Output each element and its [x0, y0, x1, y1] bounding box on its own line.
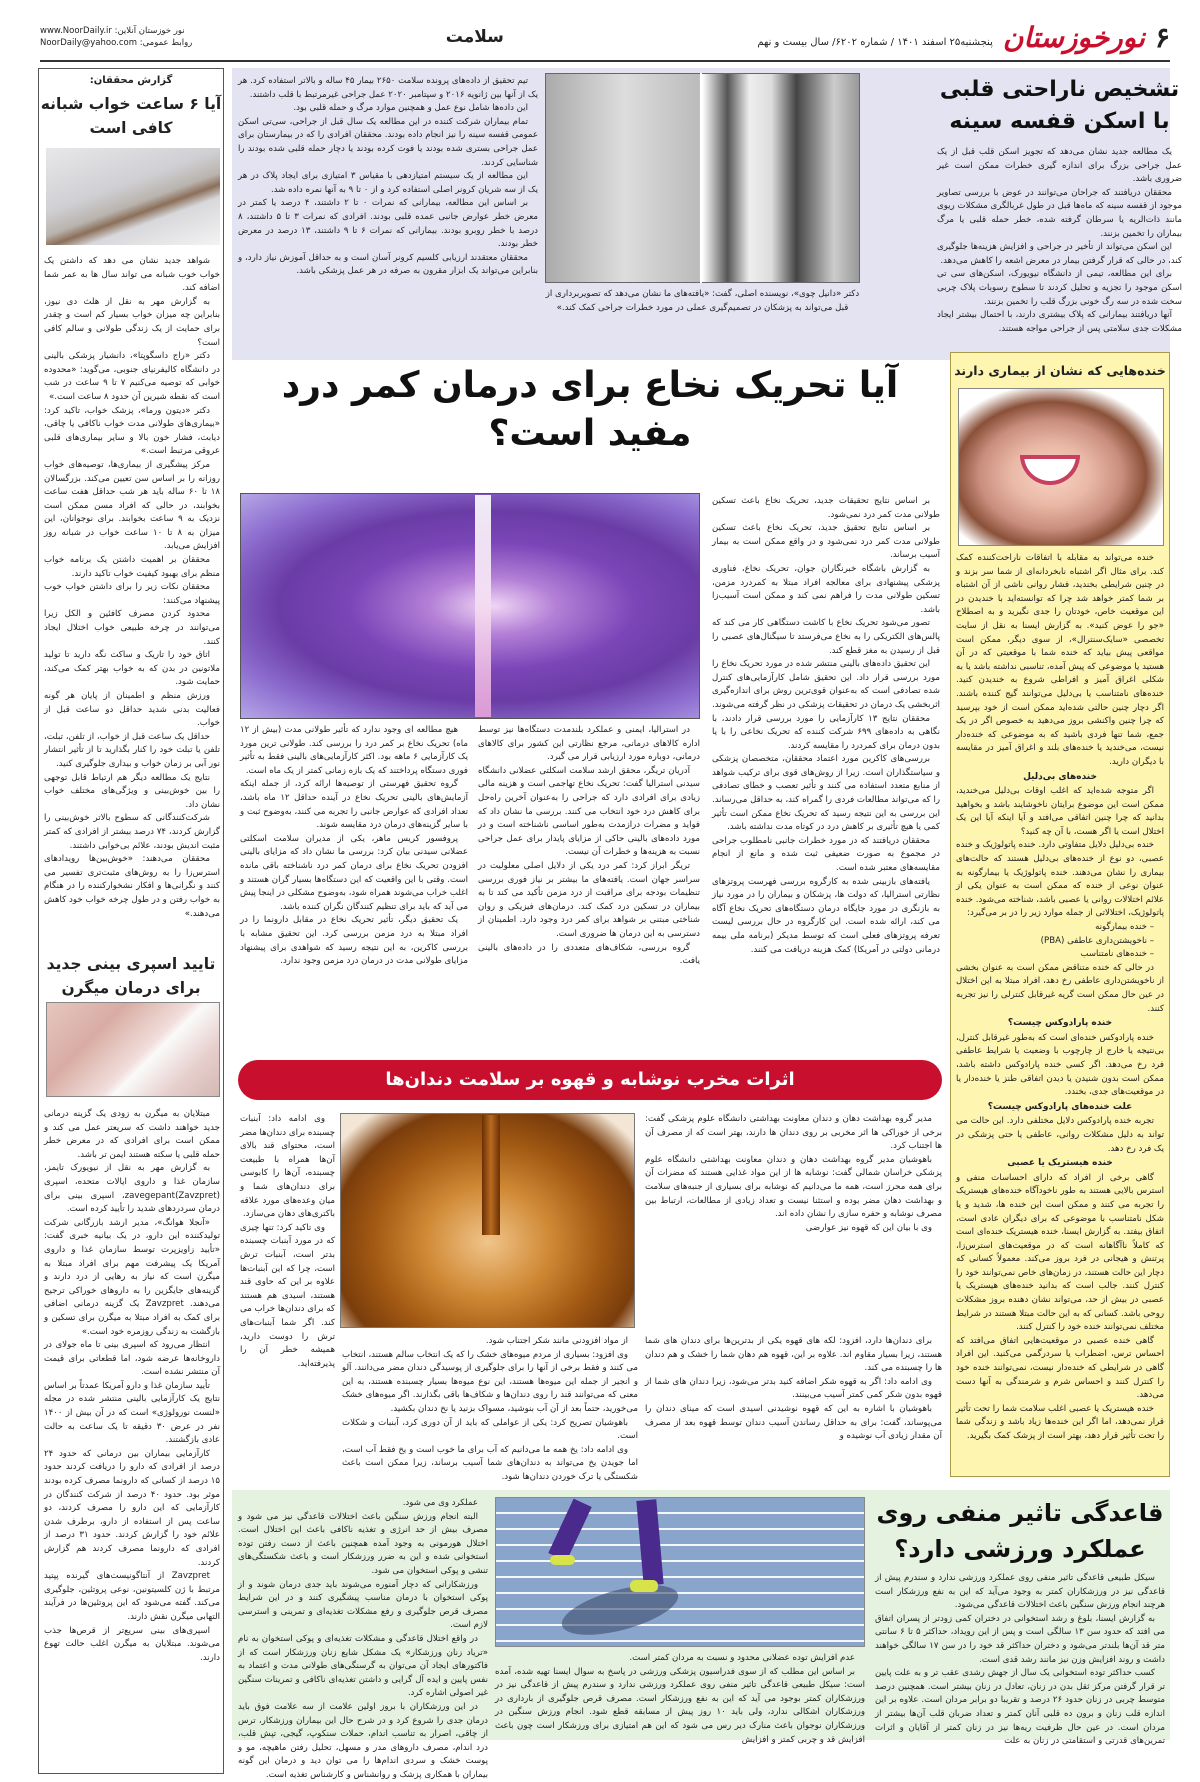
paragraph: خنده پارادوکس خنده‌ای است که به‌طور غیرقابل کنترل، بی‌نتیجه یا خارج از چارچوب با وضعیت یا شرایط عاطفی فرد رخ می‌دهد. اگر کسی خنده پارادوکس داشته باشد، ممکن است بدون شنیدن یا دیدن اتفاقی طنز یا خنده‌دار یا در موقعیت‌های جدی، بخندد. [956, 1032, 1164, 1098]
sports-article-body-left [238, 1497, 488, 1780]
paragraph: نتایج یک مطالعه دیگر هم ارتباط قابل توجهی را بین خوش‌بینی و ویژگی‌های مختلف خواب نشان داد. [44, 772, 220, 810]
chest-xray-image [545, 73, 860, 283]
sleep-article-headline: آیا ۶ ساعت خواب شبانه کافی است [40, 95, 222, 137]
paragraph: کسب حداکثر توده استخوانی یک سال از جهش رشدی عقب تر و به علت پایین تر قرار گرفتن مرکز ثقل بدن در زنان، تعادل در زنان بیشتر است. همچنین درصد متوسط چربی در زنان حدود ۲۶ درصد و تقریبا دو برابر مردان است. علاوه بر این اندازه قلب زنان و برون ده قلبی آنان کمتر و تعداد ضربان قلب آن‌ها بیشتر از مردان است. در عین حال ظرفیت ریه‌ها نیز در زنان کمتر از آقایان و اثرات تمرین‌های قدرتی و استقامتی در زنان به علت [875, 1668, 1165, 1747]
paragraph: تمام بیماران شرکت کننده در این مطالعه یک سال قبل از جراحی، سی‌تی اسکن عمومی قفسه سینه را نیز انجام داده بودند. محققان افرادی را که در بیمارستان برای عمل جراحی بستری شده بودند یا فوت کرده بودند یا دچار حمله قلبی شده بودند را شناسایی کردند. [238, 116, 538, 168]
heart-article-headline: تشخیص ناراحتی قلبی با اسکن قفسه سینه [939, 77, 1180, 134]
paragraph: در این ورزشکاران با بروز اولین علامت از سه علامت فوق باید درمان جدی را شروع کرد و در شرح حال این بیماران ورزشکار، ترس از چاقی، اصرار به تناسب اندام، حملات سنکوپ، گیجی، تپش قلب، درد اندام، مصرف داروهای مدر و مسهل، تحلیل رفتن ماهیچه، مو و پوست خشک و سردی اندام‌ها را می توان دید و درمان این گونه بیماران با همکاری پزشک و روانشناس و کارشناس تغذیه است. [238, 1701, 488, 1780]
spine-article-body-right-top [712, 495, 940, 1047]
teeth-article-body-bottom-right [645, 1335, 942, 1475]
subheading: علت خنده‌های پارادوکس چیست؟ [987, 1101, 1133, 1112]
paragraph: گروه بررسی، شکاف‌های متعددی را در داده‌های بالینی یافت. [478, 942, 700, 967]
paragraph: این تحقیق داده‌های بالینی منتشر شده در مورد تحریک نخاع را مورد بررسی قرار داد. این تحقیق شامل کارآزمایی‌های کنترل شده تصادفی است که به‌عنوان قوی‌ترین روش برای اندازه‌گیری اثربخشی یک درمان در تحقیقات پزشکی در نظر گرفته می‌شوند. [712, 659, 940, 710]
paragraph: این مطالعه از یک سیستم امتیازدهی با مقیاس ۳ امتیازی برای ایجاد پلاک در هر یک از سه شریان کرونر اصلی استفاده کرد و از ۰ تا ۹ به آنها نمره داده شد. [238, 171, 538, 195]
paragraph: گروه تحقیق فهرستی از توصیه‌ها ارائه کرد، از جمله اینکه آزمایش‌های بالینی تحریک نخاع در آینده حداقل ۱۲ ماه باشد، تعداد افرادی که عوارض جانبی را تجربه می کنند، به‌وضوح ثبت و با سایر گزینه‌های درمان درد مقایسه شوند. [240, 779, 468, 831]
image-divider [700, 73, 702, 283]
spine-article-body-right-bottom [478, 724, 700, 1047]
paragraph: یک مطالعه جدید نشان می‌دهد که تجویز اسکن قلب قبل از یک عمل جراحی بزرگ برای اندازه گیری خطرات ممکن است غیر ضروری باشد. [937, 147, 1182, 185]
paragraph: بر اساس این مطلب که از سوی فدراسیون پزشکی ورزشی در پاسخ به سوال ایسنا تهیه شده، آمده است: سیکل طبیعی قاعدگی تاثیر منفی روی عملکرد ورزشی ندارد و سندرم پیش از قاعدگی نیز در ورزشکاران کمتر بوجود می آید که این به نفع ورزشکار است. مصرف قرص جلوگیری از بارداری در ورزشکاران اشکالی ندارد، ولی باید ۱۰ روز پیش از مسابقه قطع شود. انجام ورزش سنگین در ورزشکاران نوجوان باعث منارک دیر رس می شود که این هم امتیازی برای ورزشکار است چون باعث افزایش قد و چربی کمتر و افزایش [495, 1666, 865, 1745]
paragraph: برای این مطالعه، تیمی از دانشگاه نیویورک، اسکن‌های سی تی اسکن موجود را تجزیه و تحلیل کردند تا سطوح رسوبات پلاک چربی سخت شده در سه رگ خونی بزرگ قلب را تخمین بزنند. [937, 269, 1182, 307]
newspaper-logo: نورخوزستان [1002, 20, 1145, 54]
paragraph: اگر متوجه شده‌اید که اغلب اوقات بی‌دلیل می‌خندید، ممکن است این موضوع برایتان ناخوشایند باشد و بخواهید بدانید که چرا چنین اتفاقی می‌افتد و آیا اینکه آیا این یک اختلال است یا اگر هست، با آن چه کنید؟ [956, 786, 1164, 837]
paragraph: آنها دریافتند بیمارانی که پلاک بیشتری دارند، با احتمال بیشتر ایجاد مشکلات جدی سلامتی پس از جراحی مواجه هستند. [937, 310, 1182, 334]
masthead [40, 14, 1170, 62]
sports-article-body-right [875, 1572, 1165, 1747]
paragraph: باهوشیان مدیر گروه بهداشت دهان و دندان معاونت بهداشتی دانشگاه علوم پزشکی خراسان شمالی گفت: نوشابه ها از این مواد غذایی هستند که مضرات آن برای همه محرز است، همه ما می‌دانیم که نوشابه برای بسیاری از جنبه‌های سلامت و بهداشت دهان مضر بوده و استثنا نیست و تعداد زیادی از مطالعات، ارتباط بین مصرف نوشابه و حفره سازی را نشان داده اند. [645, 1154, 942, 1220]
spine-article-headline: آیا تحریک نخاع برای درمان کمر درد مفید است؟ [281, 365, 899, 454]
spine-xray-illustration [240, 493, 700, 719]
paragraph: خنده می‌تواند به مقابله با اتفاقات ناراحت‌کننده کمک کند. برای مثال اگر اشتباه نابخردانه‌ای از شما سر بزند و در چنین شرایطی بخندید، فشار روانی ناشی از آن اشتباه بر شما کمتر خواهد شد چرا که توانسته‌اید با خندیدن در این موقعیت خاص، خودتان را جدی نگیرید و به اصطلاح «جو را عوض کنید». به گزارش ایسنا به نقل از سایت تخصصی «سایک‌سنترال»، از سوی دیگر، ممکن است مواقعی پیش بیاید که خنده شما با موقعیتی که در آن هستید یا موضوعی که پیش آمده، تناسبی نداشته باشد یا به شکلی اغراق آمیز و افراطی شروع به خندیدن کنید. خنده‌های نامتناسب یا بی‌دلیل می‌توانند گیج کننده باشند. اگر دچار چنین حالتی شده‌اید ممکن است از خود بپرسید که چرا چنین واکنشی بروز می‌دهید به خصوص اگر در یک جمع، شما تنها فردی باشید که به موضوعی که خنده‌دار نیست، می‌خندید یا خنده‌های بلند و اغراق آمیز در مقایسه با دیگران دارید. [956, 553, 1164, 767]
paragraph: گاهی خنده عصبی در موقعیت‌هایی اتفاق می‌افتد که احساس ترس، اضطراب یا سردرگمی می‌کنید. این افراد گاهی در شرایطی که خنده‌دار نیست، نمی‌توانند خنده خود را کنترل کنند و احساس شرم و شرمندگی به آنها دست می‌دهد. [956, 1335, 1164, 1401]
paragraph: وی با بیان این که قهوه نیز عوارضی [805, 1222, 932, 1233]
sports-article-body-center [495, 1652, 865, 1745]
paragraph: بر اساس این مطالعه، بیمارانی که نمرات ۰ تا ۲ داشتند، ۴ درصد یا کمتر در معرض خطر عوارض جانبی عمده قلبی بودند. افرادی که نمرات ۳ تا ۵ داشتند، ۸ درصد با خطر روبرو بودند. بیمارانی که نمرات ۶ تا ۹ داشتند، ۱۳ درصد در معرض خطر بودند. [238, 198, 538, 250]
teeth-article-body-left [240, 1113, 335, 1473]
paragraph: محققان بر اهمیت داشتن یک برنامه خواب منظم برای بهبود کیفیت خواب تاکید دارند. [44, 555, 220, 579]
paragraph: از مواد افزودنی مانند شکر اجتناب شود. [485, 1336, 628, 1346]
paragraph: در واقع اختلال قاعدگی و مشکلات تغذیه‌ای و پوکی استخوان به نام «تریاد زنان ورزشکار» یک مشکل شایع زنان ورزشکار است که از فاکتورهای ایجاد آن می‌توان به گرسنگی‌های طولانی مدت و اعتماد به نفس پایین و ایده آل گرایی و داشتن تغذیه‌ای ناکافی و تمرینات سنگین غیر اصولی اشاره کرد. [238, 1633, 488, 1699]
paragraph: این داده‌ها شامل نوع عمل و همچنین موارد مرگ و حمله قلبی بود. [293, 103, 528, 114]
paragraph: انتظار می‌رود که اسپری بینی تا ماه جولای در داروخانه‌ها عرضه شود، اما قطعاتی برای قیمت آن منتشر نشده است. [44, 1340, 220, 1378]
paragraph: یک تحقیق دیگر، تأثیر تحریک نخاع در مقابل دارونما را در افراد مبتلا به درد مزمن بررسی کرد. این تحقیق مشابه با بررسی کاکرین، به این نتیجه رسید که شواهدی برای پیشنهاد مزایای طولانی مدت در درمان درد مزمن وجود ندارد. [240, 915, 468, 967]
paragraph: این اسکن می‌تواند از تأخیر در جراحی و افزایش هزینه‌ها جلوگیری کند، در حالی که قرار گرفتن بیمار در معرض اشعه را کاهش می‌دهد. [937, 242, 1182, 266]
paragraph: تیم تحقیق از داده‌های پرونده سلامت ۲۶۵۰ بیمار ۴۵ ساله و بالاتر استفاده کرد. هر یک از آنها بین ژانویه ۲۰۱۶ و سپتامبر ۲۰۲۰ عمل جراحی غیرمرتبط با قلب داشتند. [238, 76, 538, 100]
laughter-sidebar-body [956, 552, 1164, 1470]
teeth-article-banner: اثرات مخرب نوشابه و قهوه بر سلامت دندان‌ها [238, 1060, 942, 1100]
paragraph: در استرالیا، ایمنی و عملکرد بلندمدت دستگاه‌ها نیز توسط اداره کالاهای درمانی، مرجع نظارتی این کشور برای کالاهای درمانی، دوباره مورد ارزیابی قرار می گیرد. [478, 725, 700, 763]
paragraph: هیچ مطالعه ای وجود ندارد که تأثیر طولانی مدت (بیش از ۱۲ ماه) تحریک نخاع بر کمر درد را بررسی کند. طولانی ترین مورد یک کارآزمایی ۶ ماهه بود. اکثر کارآزمایی‌های بالینی فقط به تأثیر فوری دستگاه پرداختند که یک بازه زمانی کمتر از یک ماه است. [240, 725, 468, 776]
paragraph: ورزشکارانی که دچار آمنوره می‌شوند باید جدی درمان شوند و از پوکی استخوان با درمان مناسب پیشگیری کنند و در این شرایط مصرف قرص جلوگیری و رفع مشکلات تغذیه‌ای و تمرینی و استرسی لازم است. [238, 1579, 488, 1631]
paragraph: به گزارش باشگاه خبرنگاران جوان، تحریک نخاع، فناوری پزشکی پیشنهادی برای معالجه افراد مبتلا به کمردرد مزمن، تسکین طولانی مدت را فراهم نمی کند و ممکن است آسیب‌زا باشد. [712, 563, 940, 615]
paragraph: محققان نکات زیر را برای داشتن خواب خوب پیشنهاد می‌کنند: [44, 582, 220, 606]
paragraph: محققان دریافتند که در مورد خطرات جانبی نامطلوب جراحی در مجموع به صورت ضعیفی ثبت شده و مانع از انجام مقایسه‌های معتبر شده است. [712, 835, 940, 874]
paragraph: به گزارش ایسنا، بلوغ و رشد استخوانی در دختران کمی زودتر از پسران اتفاق می افتد که حدود سن ۱۳ سالگی است و پس از این رویداد، حداکثر ۵ تا ۶ سانتی متر قد آن‌ها بلندتر می‌شود و دختران حداکثر قد خود را در سن ۱۷ سالگی خواهند داشت و روند افزایش وزن نیز مانند رشد قدی است. [875, 1613, 1165, 1665]
paragraph: محققان معتقدند ارزیابی کلسیم کرونر آسان است و به حداقل آموزش نیاز دارد، و بنابراین می‌تواند یک ابزار مقرون به صرفه در هر عمل پزشکی باشد. [238, 252, 538, 277]
paragraph: به گزارش مهر به نقل از هلث دی نیوز، بنابراین چه میزان خواب بسیار کم است و چقدر برای حمایت از یک زندگی طولانی و سالم کافی است؟ [44, 296, 220, 348]
paragraph: سیکل طبیعی قاعدگی تاثیر منفی روی عملکرد ورزشی ندارد و سندرم پیش از قاعدگی نیز در ورزشکاران کمتر به وجود می‌آید که این به نفع ورزشکار است هرچند انجام ورزش سنگین باعث اختلالات قاعدگی می‌شود. [875, 1573, 1165, 1611]
paragraph: – ناخویشتن‌داری عاطفی (PBA) [1040, 935, 1154, 946]
paragraph: اتاق خود را تاریک و ساکت نگه دارید تا تولید ملاتونین در بدن که به خواب بهتر کمک می‌کند، حمایت شود. [44, 650, 220, 688]
paragraph: بر اساس نتایج تحقیق جدید، تحریک نخاع باعث تسکین طولانی مدت کمر درد نمی‌شود و در واقع ممکن است به بیمار آسیب برساند. [712, 523, 940, 561]
paragraph: محدود کردن مصرف کافئین و الکل زیرا می‌توانند در چرخه طبیعی خواب اختلال ایجاد کنند. [44, 609, 220, 647]
nasal-spray-image [46, 1002, 220, 1097]
paragraph: تصور می‌شود تحریک نخاع با کاشت دستگاهی کار می کند که پالس‌های الکتریکی را به نخاع می‌فرستد تا سیگنال‌های عصبی را قبل از رسیدن به مغز قطع کند. [712, 618, 940, 656]
paragraph: عدم افزایش توده عضلانی محدود و نسبت به مردان کمتر است. [629, 1653, 855, 1663]
paragraph: بر اساس نتایج تحقیقات جدید، تحریک نخاع باعث تسکین طولانی مدت کمر درد نمی‌شود. [712, 496, 940, 520]
paragraph: Zavzpret از آنتاگونیست‌های گیرنده پپتید مرتبط با ژن کلسیتونین، نوعی پروتئین، جلوگیری می‌کند. گفته می‌شود که این پروتئین‌ها در فرآیند التهابی میگرن نقش دارند. [44, 1571, 220, 1622]
teeth-article-body-bottom-center [342, 1335, 638, 1482]
paragraph: محققان نتایج ۱۳ کارآزمایی را مورد بررسی قرار دادند، با نگاهی به داده‌های ۶۹۹ شرکت کننده که تحریک نخاعی را با یا بدون درمان برای کمردرد را مقایسه کردند. [712, 713, 940, 751]
runner-legs-image [495, 1497, 865, 1647]
contact-email[interactable]: روابط عمومی: NoorDaily@yahoo.com [40, 38, 193, 48]
paragraph: وی ادامه داد: اگر به قهوه شکر اضافه کنید بدتر می‌شود، زیرا دندان های شما از قهوه بدون شکر کمی کمتر آسیب می‌بینند. [645, 1376, 942, 1401]
paragraph: بررسی‌های کاکرین مورد اعتماد محققان، متخصصان پزشکی و سیاستگذاران است. زیرا از روش‌های قوی برای ترکیب شواهد از منابع متعدد استفاده می کنند و تأثیر تعصب و خطای تصادفی را که می‌تواند مطالعات فردی را گمراه کند، به حداقل می‌رساند. این بررسی به این نتیجه رسید که تحریک نخاع ممکن است تأثیر کمی یا هیچ تأثیری بر کاهش درد در کوتاه مدت نداشته باشد. [712, 754, 940, 833]
paragraph: کارآزمایی بیماران بین درمانی که حدود ۲۴ درصد از افرادی که دارو را دریافت کردند حدود ۱۵ درصد از کسانی که دارونما مصرف کرده بودند موثر بود. حدود ۴۰ درصد از شرکت کنندگان در کارآزمایی که این دارو را مصرف کردند، دو ساعت پس از استفاده از دارو، برطرف شدن علائم خود را گزارش کردند. حدود ۳۱ درصد از افرادی که دارونما مصرف کردند هم گزارش کردند. [44, 1448, 220, 1568]
paragraph: وی ادامه داد: آبنبات چسبنده برای دندان‌ها مضر است، محتوای قند بالای آن‌ها همراه با طبیعت چسبنده، آن‌ها را کابوسی برای دندان‌های شما و میان وعده‌های مورد علاقه باکتری‌های دهان می‌سازد. [240, 1114, 335, 1220]
caption-text: دکتر «دانیل چوی»، نویسنده اصلی، گفت: «یافته‌های ما نشان می‌دهد که تصویربرداری از قبل می‌تواند به پزشکان در تصمیم‌گیری عملی در مورد خطرات جراحی کمک کند.» [545, 289, 860, 313]
paragraph: «آنجلا هوانگ»، مدیر ارشد بازرگانی شرکت تولیدکننده این دارو، در یک بیانیه خبری گفت: «تأیید زاویزپرت توسط سازمان غذا و داروی آمریکا یک پیشرفت مهم برای افراد مبتلا به میگرن است که نیاز به رهایی از درد دارند و گزینه‌های جایگزین را به داروهای خوراکی ترجیح می‌دهند. Zavzpret یک گزینه درمانی اضافی برای کمک به افراد مبتلا به میگرن برای تسکین و بازگشت به زندگی روزمره خود است.» [44, 1217, 220, 1337]
runner-shoe-graphic [630, 1580, 658, 1592]
paragraph: عملکرد وی می شود. [402, 1498, 478, 1508]
laughter-sidebar-headline: خنده‌هایی که نشان از بیماری دارند [954, 363, 1166, 378]
paragraph: تأیید سازمان غذا و دارو آمریکا عمدتاً بر اساس نتایج یک کارآزمایی بالینی منتشر شده در مجله «لنست نورولوژی» است که در آن بیش از ۱۴۰۰ نفر در عرض ۳۰ دقیقه تا یک ساعت به حالت عادی بازگشتند. [44, 1380, 221, 1446]
paragraph: شرکت‌کنندگانی که سطوح بالاتر خوش‌بینی را گزارش کردند، ۷۴ درصد بیشتر از افرادی که کمتر مثبت اندیش بودند، علائم بی‌خوابی داشتند. [44, 813, 220, 851]
sports-article-headline: قاعدگی تاثیر منفی روی عملکرد ورزشی دارد؟ [876, 1499, 1164, 1563]
paragraph: پروفسور کریس ماهر، یکی از مدیران سلامت اسکلتی عضلانی سیدنی بیان کرد: بررسی ما نشان داد که مزایای بالینی افزودن تحریک نخاع برای درمان کمر درد ناشناخته باقی مانده است. وقتی با این واقعیت که این دستگاه‌ها بسیار گران هستند و اغلب خراب می‌شوند همراه شود، به‌وضوح مشکلی در اینجا پیش می آید که باید برای تنظیم کنندگان نگران کننده باشد. [240, 833, 468, 912]
paragraph: در حالی که خنده متناقض ممکن است به عنوان بخشی از ناخویشتن‌داری عاطفی رخ دهد، افراد مبتلا به این اختلال در عین حال ممکن است گریه غیرقابل کنترلی را نیز تجربه کنند. [956, 962, 1164, 1014]
paragraph: محققان می‌دهند: «خوش‌بین‌ها رویدادهای استرس‌زا را به روش‌های مثبت‌تری تفسیر می کنند و نگرانی‌ها و افکار نشخوارکننده را در هنگام به خواب رفتن و در طول چرخه خواب خود کاهش می‌دهند.» [44, 854, 220, 919]
paragraph: ورزش منظم و اطمینان از پایان هر گونه فعالیت بدنی شدید حداقل دو ساعت قبل از خواب. [44, 691, 220, 729]
paragraph: باهوشیان تصریح کرد: یکی از عواملی که باید از آن دوری کرد، آبنبات و شکلات است. [342, 1417, 638, 1442]
paragraph: – خنده‌های نامتناسب [1080, 949, 1154, 960]
paragraph: وی افزود: بسیاری از مردم میوه‌های خشک را که یک انتخاب سالم هستند، انتخاب می کنند و فقط برخی از آنها را برای جلوگیری از پوسیدگی دندان مضر می‌دانند. آلو و انجیر از جمله این میوه‌ها هستند، این نوع میوه‌ها بسیار چسبنده هستند، به این معنی که می‌توانند قند را روی دندان‌ها و شکاف‌ها باقی بگذارند. اگر میوه‌های خشک می‌خورید، حتماً بعد از آن آب بنوشید، مسواک بزنید یا نخ دندان بکشید. [342, 1349, 638, 1414]
spine-article-body-left [240, 724, 468, 1047]
paragraph: گاهی برخی از افراد که دارای احساسات منفی و استرس بالایی هستند به طور ناخودآگاه خنده‌های هیستریک را تجربه می کنند و ممکن است این خنده ها، شدید و یا شکل نامتناسب با موضوعی که برای دیگران عادی است، اتفاق بیفتد. به گزارش ایسنا، خنده هیستریک خنده‌ای است که کاملاً ناآگاهانه است که در موقعیت‌های استرس‌زا، پرتنش و هیجانی در فرد بروز می‌کند. معمولاً کسانی که دچار این حالت هستند، در زمان‌های خاص نمی‌توانند خود را کنترل کنند. جالب است که بدانید خنده‌های هیستریک یا عصبی در بیش از حد، می‌تواند نشان دهنده بروز مشکلات روحی باشد. کسانی که به این حالت مبتلا هستند در شرایط مختلف نمی‌توانند خنده خود را کنترل کنند. [956, 1172, 1164, 1333]
paragraph: وی ادامه داد: یخ همه ما می‌دانیم که آب برای ما خوب است و یخ فقط آب است، اما جویدن یخ می‌تواند به دندان‌های شما آسیب برساند، زیرا ممکن است باعث شکستگی یا ترک خوردن دندان‌ها شود. [342, 1444, 638, 1482]
paragraph: برای دندان‌ها دارد، افزود: لکه های قهوه یکی از بدترین‌ها برای دندان های شما هستند، زیرا بسیار مقاوم اند. علاوه بر این، قهوه هم دهان شما را خشک و هم دندان ها را چسبنده می کند. [645, 1336, 942, 1374]
spine-column-graphic [475, 495, 491, 717]
subheading: خنده هیستریک یا عصبی [1007, 1158, 1113, 1169]
sleep-article-body [44, 255, 220, 945]
sleeping-man-image [46, 148, 220, 245]
paragraph: شواهد جدید نشان می دهد که داشتن یک خواب خوب شبانه می تواند سال ها به عمر شما اضافه کند. [44, 256, 220, 294]
paragraph: حداقل یک ساعت قبل از خواب، از تلفن، تبلت، تلفن یا تبلت خود را کنار بگذارید تا از تأثیر انتشار نور آبی بر زمان خواب و بیداری جلوگیری کنید. [44, 731, 220, 769]
paragraph: خنده هیستریک یا عصبی اغلب سلامت شما را تحت تأثیر قرار نمی‌دهد، اما اگر این خنده‌ها زیاد باشد و زندگی شما را تحت تأثیر قرار دهد، بهتر است از پزشک کمک بگیرید. [956, 1403, 1164, 1441]
paragraph: دکتر «دیتون ورما»، پزشک خواب، تاکید کرد: «بیماری‌های طولانی مدت خواب ناکافی یا چاقی، دیابت، فشار خون بالا و سایر بیماری‌های قلبی عروقی مرتبط است.» [44, 405, 220, 457]
dateline: پنجشنبه۲۵ اسفند ۱۴۰۱ / شماره ۶۲۰۲/ سال بیست و نهم [757, 36, 993, 48]
paragraph: دکتر «راج داسگوپتا»، دانشیار پزشکی بالینی در دانشگاه کالیفرنیای جنوبی، می‌گوید: «محدوده خوابی که توصیه می‌کنیم ۷ تا ۹ ساعت در شب است که نقطه شیرین آن حدود ۸ ساعت است.» [44, 351, 220, 402]
contact-website[interactable]: نور خوزستان آنلاین: www.NoorDaily.ir [40, 26, 185, 36]
spray-article-body [44, 1108, 220, 1768]
paragraph: خنده بی‌دلیل دلایل متفاوتی دارد. خنده پاتولوژیک و خنده عصبی، دو نوع از خنده‌های بی‌دلیل هستند که حالت‌های بیماری را نشان می‌دهند. خنده پاتولوژیک یا بیمارگونه به عنوان نوعی از خنده که ممکن است به عنوان یکی از علائم اختلالات روانی یا عصبی باشد، شناخته می‌شود. خنده پاتولوژیک، اختلالاتی از جمله موارد زیر را در بر می‌گیرد: [956, 840, 1164, 919]
subheading: خنده‌های بی‌دلیل [1023, 771, 1097, 782]
paragraph: مرکز پیشگیری از بیماری‌ها، توصیه‌های خواب روزانه را بر اساس سن تعیین می‌کند. بزرگسالان ۱۸ تا ۶۰ ساله باید هر شب حداقل هفت ساعت بخوابند، در حالی که افراد مسن ممکن است نزدیک به ۹ ساعت بخوابند. برای نوجوانان، این میزان به ۸ تا ۱۰ ساعت خواب در شبانه روز افزایش می‌یابد. [44, 459, 220, 552]
paragraph: – خنده بیمارگونه [1095, 922, 1154, 933]
paragraph: مدیر گروه بهداشت دهان و دندان معاونت بهداشتی دانشگاه علوم پزشکی گفت: برخی از خوراکی ها اثر مخربی بر روی دندان ها دارند، بهتر است که از مصرف آن ها اجتناب کرد. [645, 1114, 942, 1152]
heart-article-body-left [238, 75, 538, 350]
paragraph: تجربه خنده پارادوکس دلایل مختلفی دارد. این حالت می تواند به دلیل مشکلات روانی، عاطفی یا حتی پزشکی در یک فرد رخ دهد. [956, 1116, 1164, 1154]
contact-info [40, 25, 192, 49]
paragraph: البته انجام ورزش سنگین باعث اختلالات قاعدگی نیز می شود و مصرف بیش از حد انرژی و تغذیه ناکافی باعث این اختلال است. اختلال هورمونی به وجود آمده همچنین باعث از دست رفتن توده استخوانی شده و این به ضرر ورزشکار است و باعث شکستگی‌های تنشی و پوکی استخوان می شود. [238, 1511, 488, 1576]
paragraph: وی تاکید کرد: تنها چیزی که در مورد آبنبات چسبنده بدتر است، آبنبات ترش است، چرا که این آبنبات‌ها علاوه بر این که حاوی قند هستند، اسیدی هم هستند که برای دندان‌ها خراب می کند. اگر شما آبنبات‌های ترش را دوست دارید، همیشه خطر آن را پذیرفته‌اید. [240, 1222, 335, 1369]
paragraph: تریگر ابراز کرد: کمر درد یکی از دلایل اصلی معلولیت در سراسر جهان است. یافته‌های ما بیشتر بر نیاز فوری بررسی تنظیمات بودجه برای مراقبت از درد مزمن تأکید می کند تا به بیماران در تسکین درد کمک کند. درمان‌های فیزیکی و روان شناختی مبتنی بر شواهد برای کمر درد وجود دارد. اطمینان از دسترسی به این درمان ها ضروری است. [478, 860, 700, 939]
paragraph: اسپری‌های بینی سریع‌تر از قرص‌ها جذب می‌شوند. مبتلایان به میگرن اغلب حالت تهوع دارند. [44, 1625, 220, 1663]
soda-pour-stream [482, 1115, 500, 1235]
section-title: سلامت [445, 27, 504, 47]
sleep-article-kicker: گزارش محققان: [89, 75, 173, 86]
subheading: خنده پارادوکس چیست؟ [1007, 1018, 1113, 1029]
paragraph: باهوشیان با اشاره به این که قهوه نوشیدنی اسیدی است که مینای دندان را می‌پوساند، گفت: برای به حداقل رساندن آسیب دندان توسط قهوه بعد از مصرف آن مقدار زیادی آب نوشیده و [645, 1403, 942, 1442]
paragraph: به گزارش مهر به نقل از نیویورک تایمز، سازمان غذا و داروی ایالات متحده، اسپری (Zavzpret)zavegepant، اسپری بینی برای درمان سردردهای شدید را تأیید کرده است. [44, 1163, 220, 1215]
brand-group [757, 21, 1170, 54]
paragraph: مبتلایان به میگرن به زودی یک گزینه درمانی جدید خواهند داشت که سریعتر عمل می کند و ممکن است برای افرادی که در معرض خطر حمله قلبی یا سکته هستند ایمن تر باشد. [44, 1109, 220, 1160]
page-number: ۶ [1154, 20, 1170, 54]
paragraph: یافته‌های بازبینی شده به کارگروه بررسی فهرست پروتزهای نظارتی استرالیا، که دولت ها، پزشکان و بیماران را در مورد نیاز به بازنگری در مورد جایگاه درمان دستگاه‌های تحریک نخاع آگاه می کند، ارائه شده است. این کارگروه در حال بررسی لیست تعرفه پروتزهای فعلی است که توسط مدیکر (برنامه ملی بیمه درمانی دولتی در آمریکا) کمک هزینه دریافت می کنند. [712, 876, 940, 955]
paragraph: محققان دریافتند که جراحان می‌توانند در عوض با بررسی تصاویر موجود از قفسه سینه که ماه‌ها قبل در طول غربالگری مشکلات ریوی مانند ذات‌الریه یا سرطان گرفته شده، خطر حمله قلبی یا مرگ بیماران را تخمین بزنند. [937, 187, 1182, 239]
spray-article-headline: تایید اسپری بینی جدید برای درمان میگرن [46, 955, 216, 997]
paragraph: آدریان تریگر، محقق ارشد سلامت اسکلتی عضلانی دانشگاه سیدنی استرالیا گفت: تحریک نخاع تهاجمی است و هزینه مالی زیادی برای افرادی دارد که جراحی را به‌عنوان آخرین راه‌حل برای کاهش درد خود انتخاب می کنند. بررسی ما نشان داد که فواید و مضرات درازمدت به‌طور اساسی ناشناخته است و در مورد داده‌های بالینی حاکی از مزایای پایدار برای عمل جراحی نسبت به هزینه‌ها و خطرات آن نیست. [478, 765, 700, 858]
runner-shoe-graphic [550, 1555, 575, 1565]
teeth-article-body-right [645, 1113, 942, 1331]
heart-article-body-right [937, 146, 1182, 350]
xray-caption [545, 288, 860, 346]
